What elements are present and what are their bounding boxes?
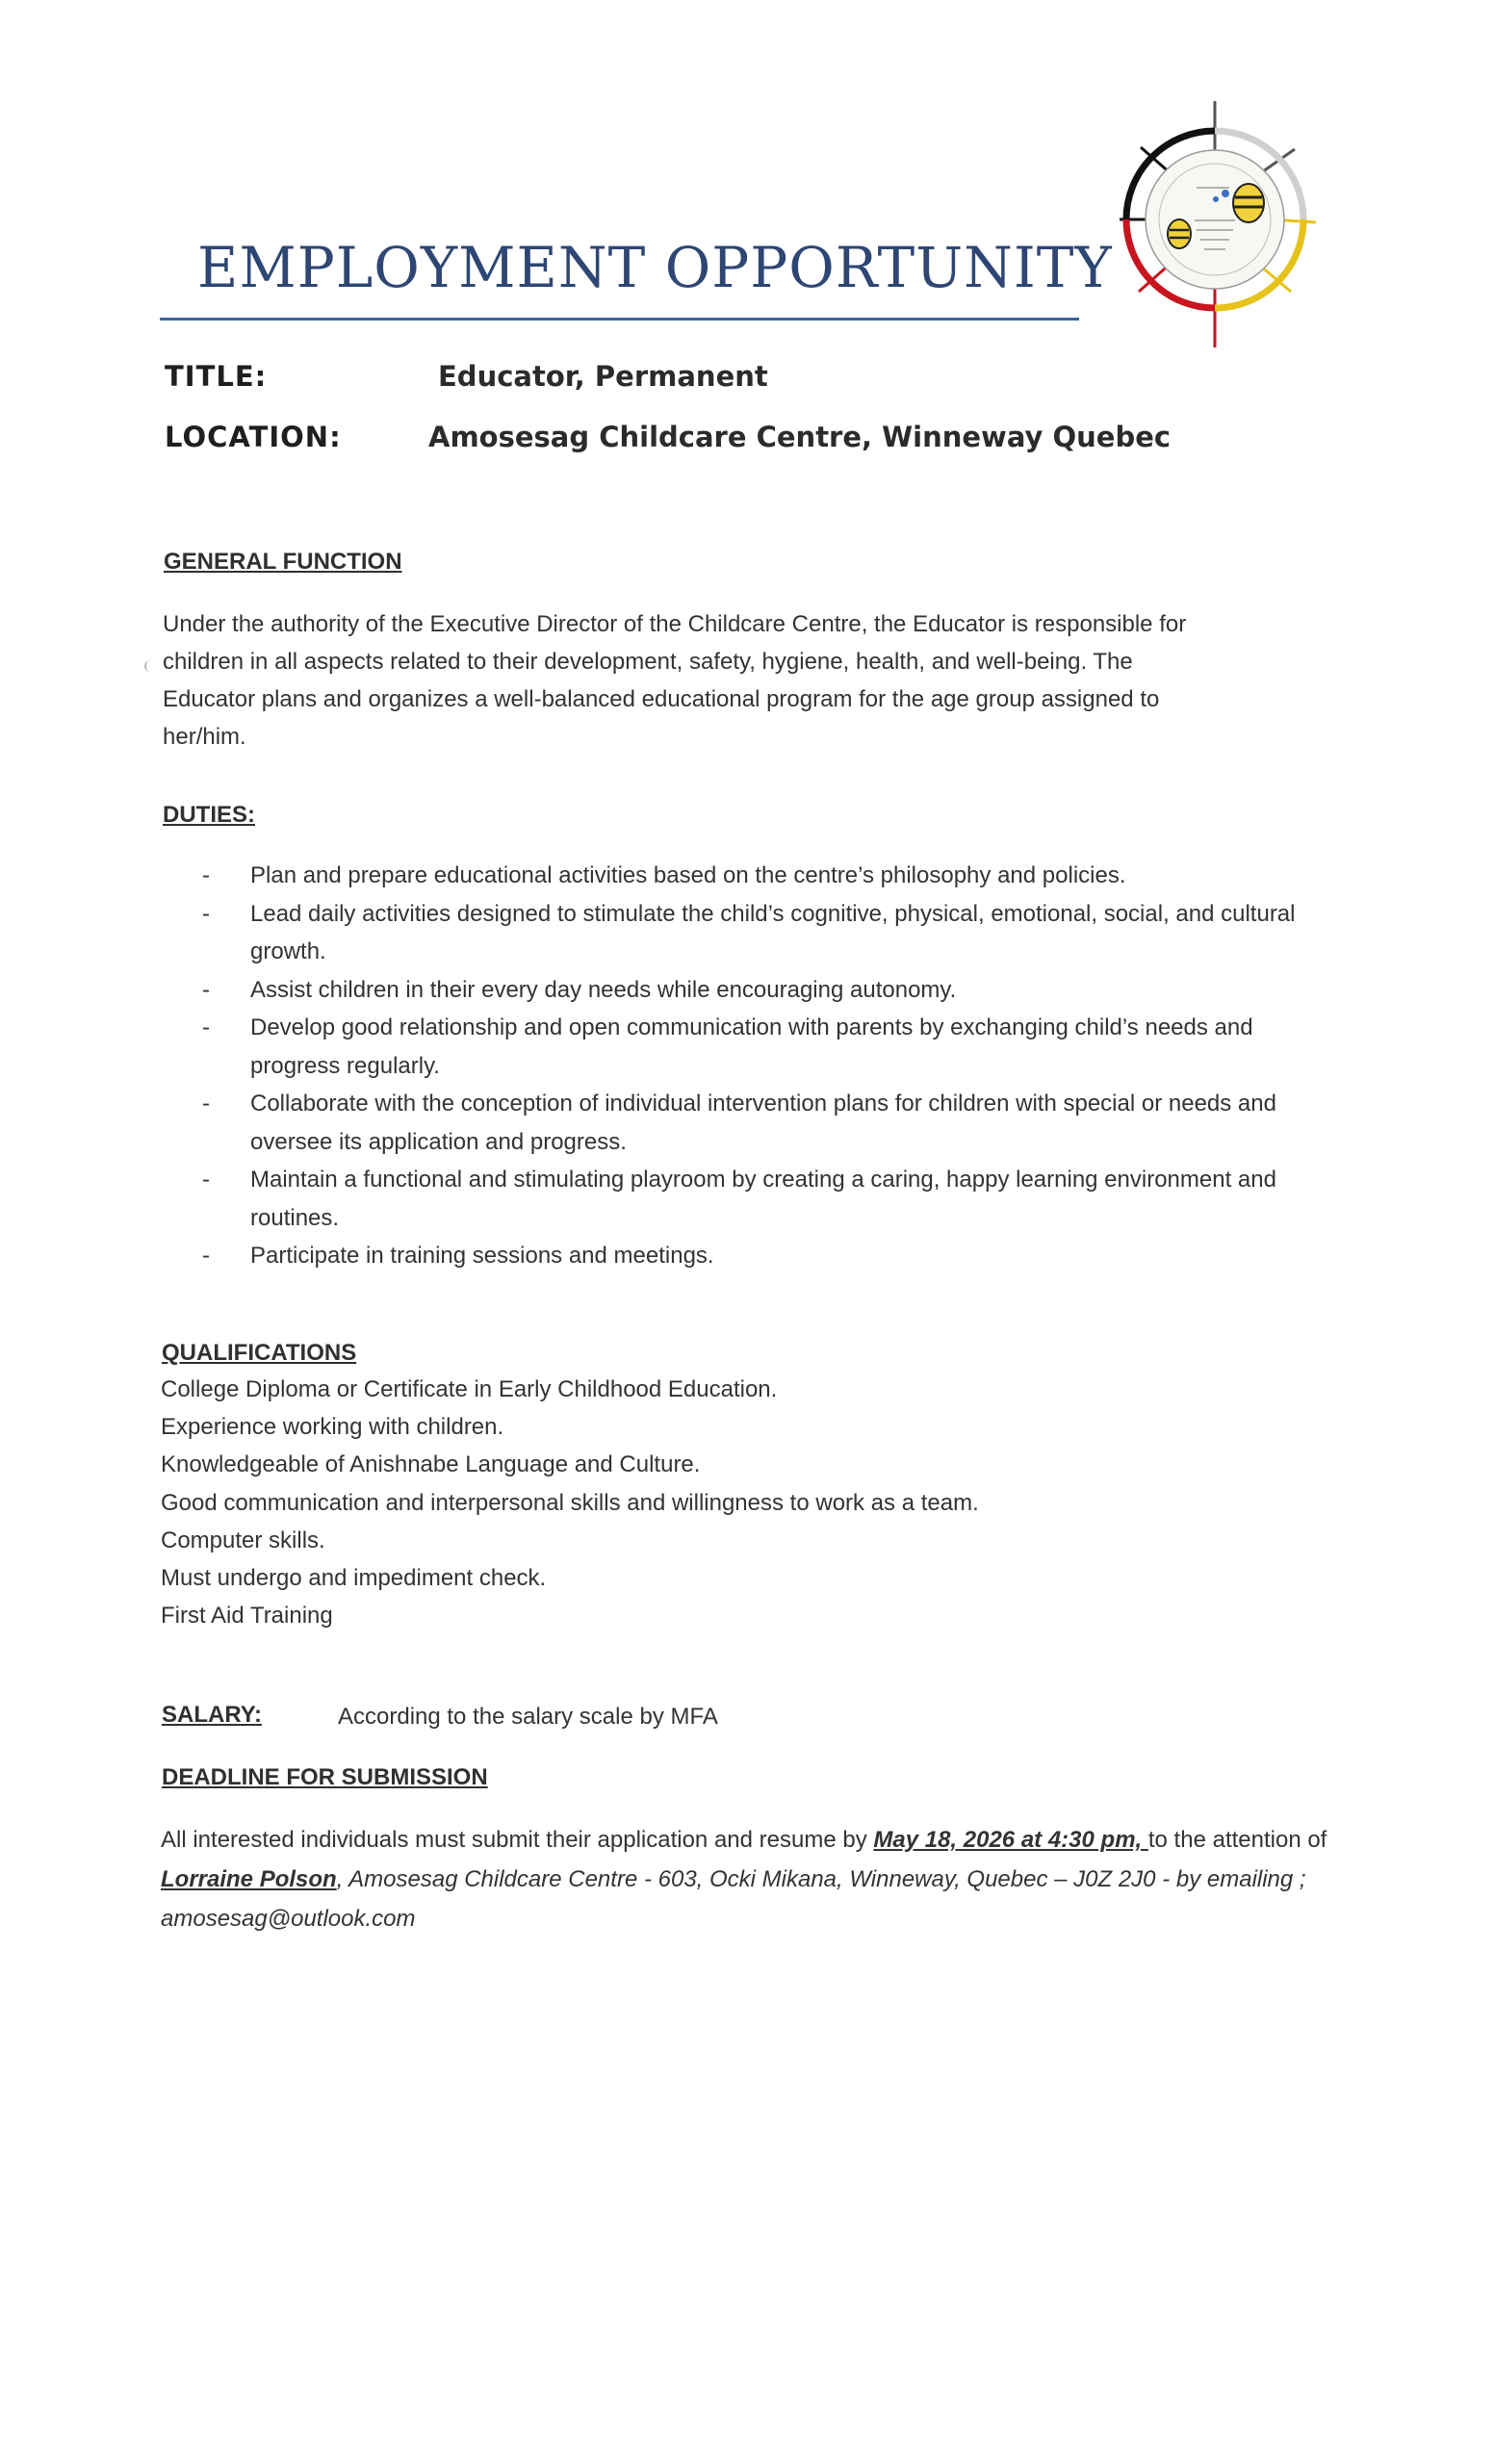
qualification-item: Knowledgeable of Anishnabe Language and Culture.	[161, 1451, 701, 1478]
bullet-dash: -	[202, 1243, 210, 1269]
deadline-mid: to the attention of	[1147, 1827, 1327, 1853]
duty-item: - Maintain a functional and stimulating playroom by creating a caring, happy learning environment and routines.	[202, 1161, 1309, 1237]
bullet-dash: -	[202, 900, 210, 927]
medicine-wheel-logo-icon	[1112, 99, 1319, 349]
bullet-dash: -	[202, 976, 210, 1003]
duty-item: - Plan and prepare educational activities based on the centre’s philosophy and policies.	[202, 857, 1309, 895]
location-value: Amosesag Childcare Centre, Winneway Quebec	[428, 421, 1172, 453]
bullet-dash: -	[202, 862, 210, 888]
salary-label: SALARY:	[162, 1702, 262, 1728]
duty-item: - Assist children in their every day needs while encouraging autonomy.	[202, 971, 1309, 1010]
qualification-item: Good communication and interpersonal skills and willingness to work as a team.	[161, 1489, 979, 1516]
general-function-heading: GENERAL FUNCTION	[164, 549, 402, 575]
duty-item: - Lead daily activities designed to stimulate the child’s cognitive, physical, emotional, social, and cultural growth.	[202, 895, 1309, 971]
page-title: EMPLOYMENT OPPORTUNITY	[197, 235, 1113, 300]
deadline-intro: All interested individuals must submit their application and resume by	[161, 1827, 874, 1853]
contact-name: Lorraine Polson	[161, 1866, 337, 1892]
qualification-item: Must undergo and impediment check.	[161, 1565, 547, 1592]
title-value: Educator, Permanent	[438, 360, 768, 393]
qualifications-list	[161, 1371, 979, 1634]
duty-item: - Participate in training sessions and meetings.	[202, 1237, 1309, 1275]
contact-address: , Amosesag Childcare Centre - 603, Ocki Mikana, Winneway, Quebec – J0Z 2J0 - by emailing ; amosesag@outlook.com	[161, 1866, 1306, 1932]
qualification-item: Computer skills.	[161, 1527, 325, 1553]
title-label: TITLE:	[165, 360, 268, 393]
bullet-dash: -	[202, 1091, 210, 1116]
deadline-date: May 18, 2026 at 4:30 pm,	[873, 1827, 1148, 1853]
margin-mark	[144, 660, 156, 672]
bullet-dash: -	[202, 1167, 210, 1193]
duties-heading: DUTIES:	[163, 802, 255, 828]
duty-item: - Develop good relationship and open communication with parents by exchanging child’s needs and progress regularly.	[202, 1009, 1309, 1085]
qualification-item: First Aid Training	[161, 1603, 333, 1630]
general-function-text	[163, 605, 1366, 756]
duties-list	[202, 857, 1309, 1275]
general-function-line: her/him.	[163, 724, 246, 750]
bullet-dash: -	[202, 1014, 210, 1040]
duty-item: - Collaborate with the conception of individual intervention plans for children with special or needs and oversee its application and progress.	[202, 1085, 1309, 1161]
location-label: LOCATION:	[165, 421, 342, 453]
general-function-line: Educator plans and organizes a well-balanced educational program for the age group assigned to	[163, 686, 1160, 712]
general-function-line: children in all aspects related to their development, safety, hygiene, health, and well-being. The	[163, 649, 1133, 675]
salary-value: According to the salary scale by MFA	[338, 1704, 718, 1730]
deadline-text	[161, 1820, 1345, 1938]
title-underline	[160, 318, 1079, 321]
general-function-line: Under the authority of the Executive Director of the Childcare Centre, the Educator is responsible for	[163, 611, 1187, 637]
qualification-item: College Diploma or Certificate in Early Childhood Education.	[161, 1376, 778, 1402]
deadline-heading: DEADLINE FOR SUBMISSION	[162, 1764, 488, 1790]
qualifications-heading: QUALIFICATIONS	[162, 1340, 357, 1366]
qualification-item: Experience working with children.	[161, 1414, 504, 1441]
